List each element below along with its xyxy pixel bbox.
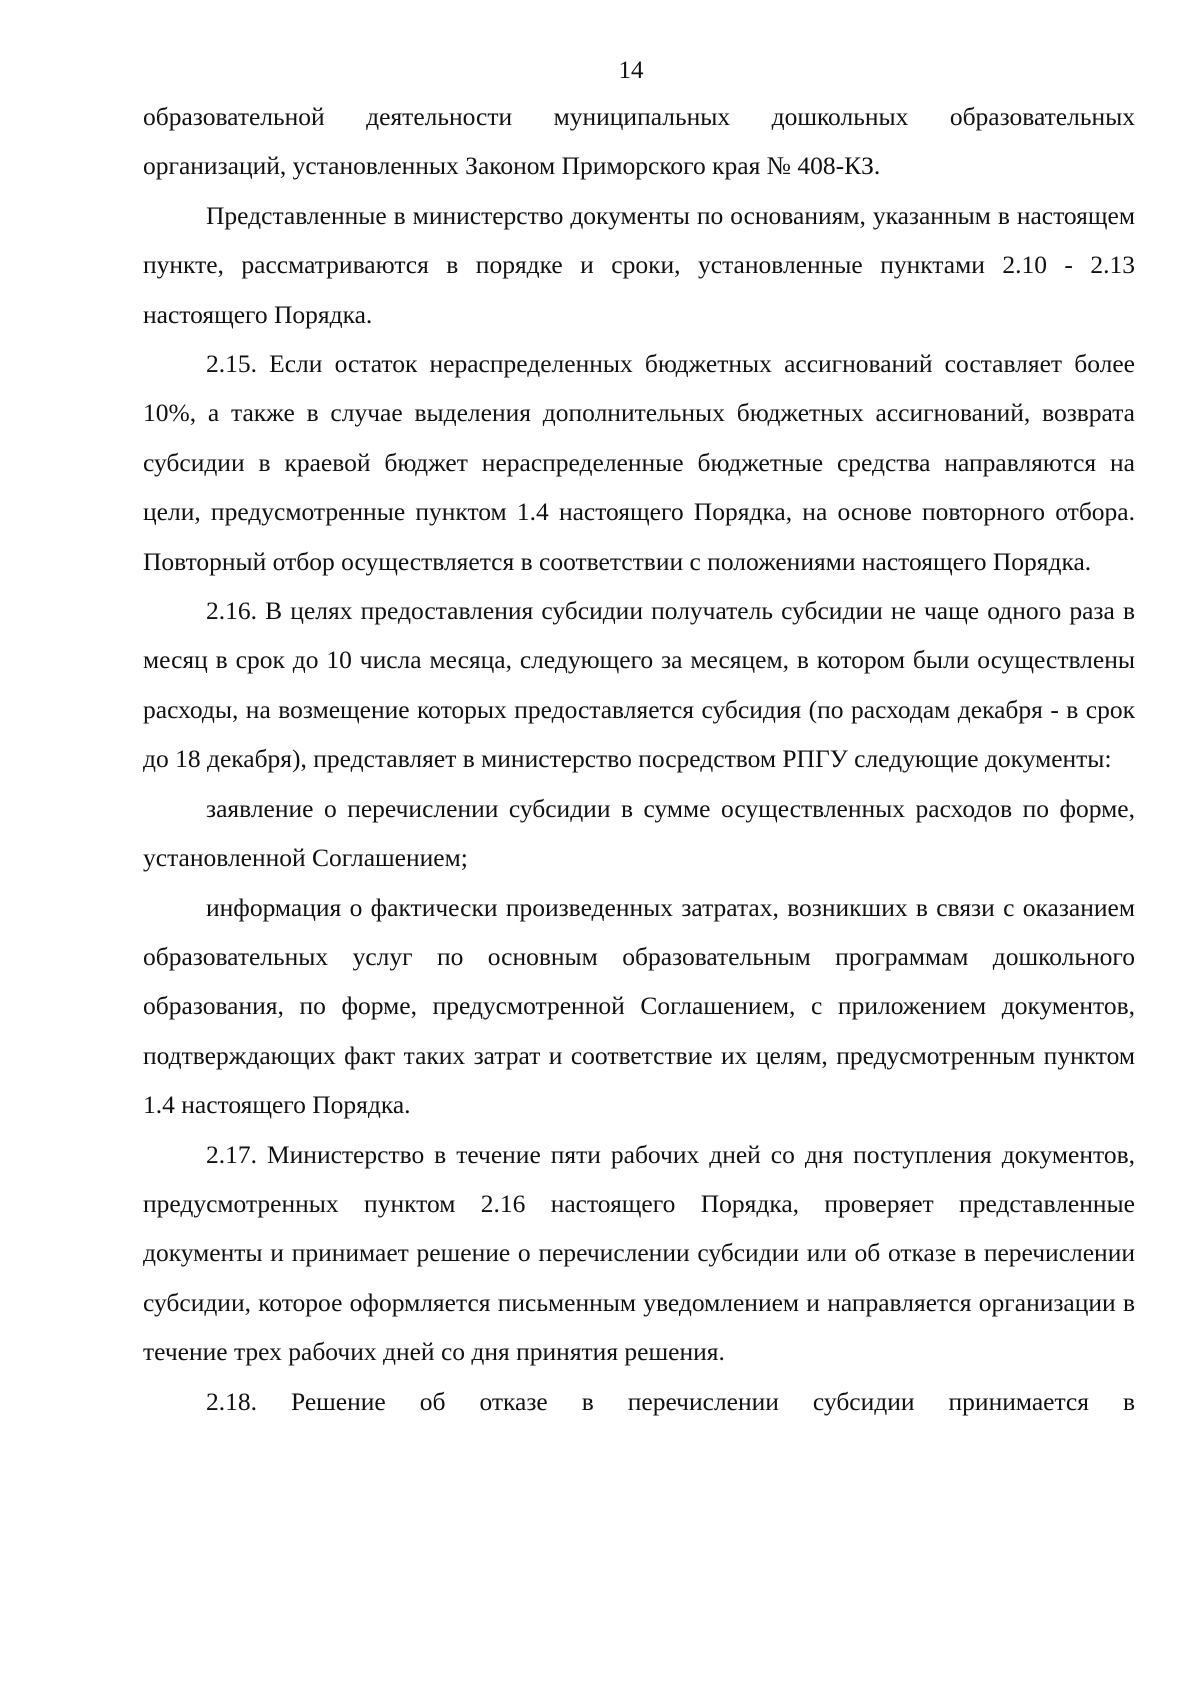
paragraph-expense-information: информация о фактически произведенных затратах, возникших в связи с оказанием образовательных услуг по основным образовательным программам дошкольного образования, по форме, предусмотренной Соглашением, с приложением документов, подтверждающих факт таких затрат и соответствие их целям, предусмотренным пунктом 1.4 настоящего Порядка.	[143, 892, 1135, 1120]
paragraph-continuation: образовательной деятельности муниципальных дошкольных образовательных организаций, установленных Законом Приморского края № 408-КЗ.	[143, 102, 1135, 181]
paragraph-2-16: 2.16. В целях предоставления субсидии получатель субсидии не чаще одного раза в месяц в срок до 10 числа месяца, следующего за месяцем, в котором были осуществлены расходы, на возмещение которых предоставляется субсидия (по расходам декабря - в срок до 18 декабря), представляет в министерство посредством РПГУ следующие документы:	[143, 596, 1135, 774]
paragraph-2-18: 2.18. Решение об отказе в перечислении субсидии принимается в	[206, 1386, 1135, 1416]
paragraph-2-15: 2.15. Если остаток нераспределенных бюджетных ассигнований составляет более 10%, а также в случае выделения дополнительных бюджетных ассигнований, возврата субсидии в краевой бюджет нераспределенные бюджетные средства направляются на цели, предусмотренные пунктом 1.4 настоящего Порядка, на основе повторного отбора. Повторный отбор осуществляется в соответствии с положениями настоящего Порядка.	[143, 349, 1135, 576]
document-body	[143, 92, 1135, 1426]
page-number: 14	[618, 57, 644, 84]
paragraph-documents-review: Представленные в министерство документы по основаниям, указанным в настоящем пункте, рассматриваются в порядке и сроки, установленные пунктами 2.10 - 2.13 настоящего Порядка.	[143, 200, 1135, 329]
paragraph-application: заявление о перечислении субсидии в сумме осуществленных расходов по форме, установленной Соглашением;	[143, 793, 1135, 873]
paragraph-2-17: 2.17. Министерство в течение пяти рабочих дней со дня поступления документов, предусмотренных пунктом 2.16 настоящего Порядка, проверяет представленные документы и принимает решение о перечислении субсидии или об отказе в перечислении субсидии, которое оформляется письменным уведомлением и направляется организации в течение трех рабочих дней со дня принятия решения.	[143, 1139, 1135, 1367]
